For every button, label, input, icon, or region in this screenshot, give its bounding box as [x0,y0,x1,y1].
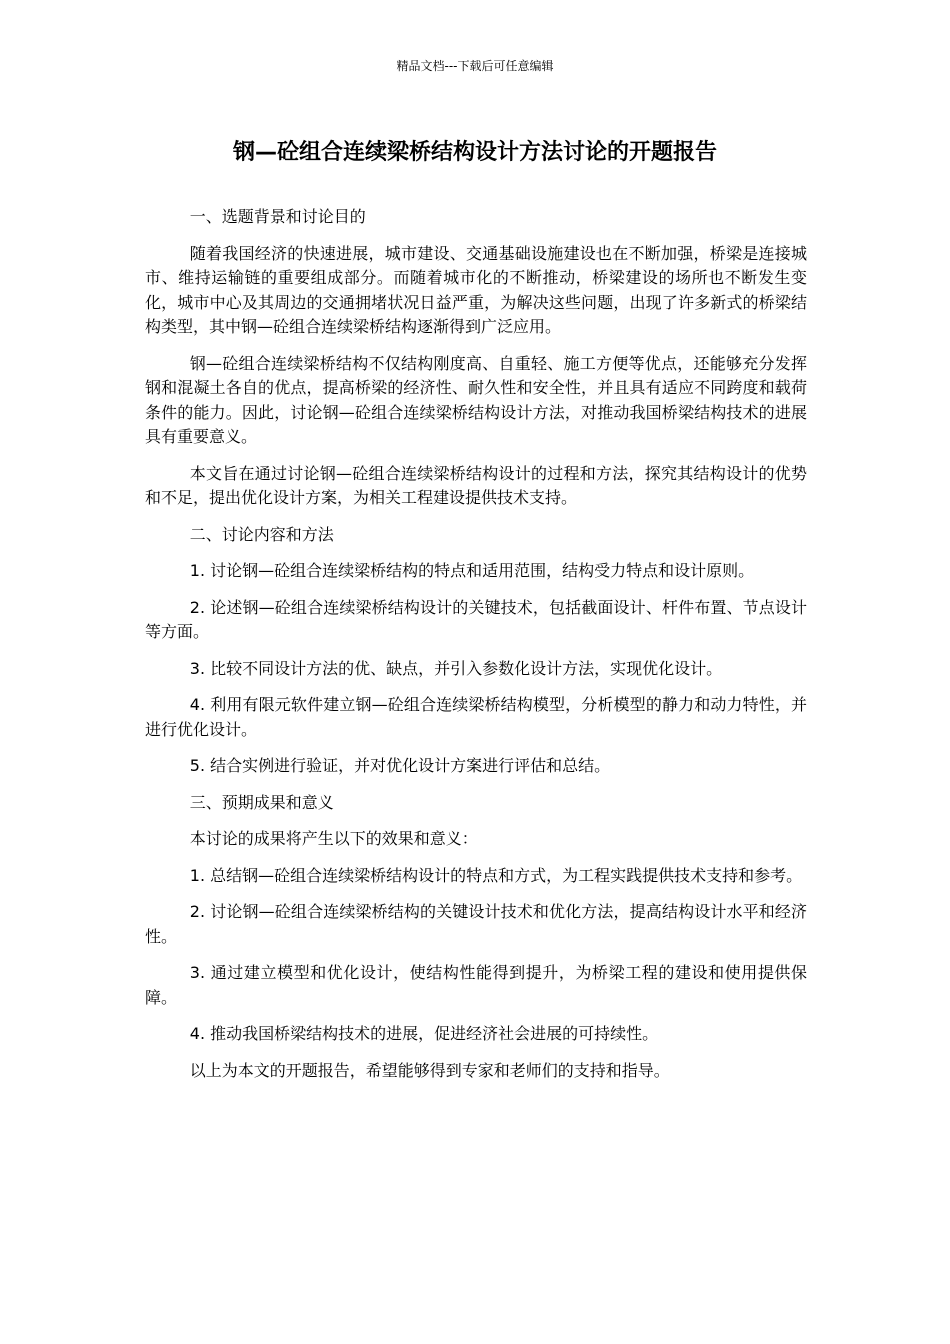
section-heading-outcomes: 三、预期成果和意义 [189,792,334,812]
list-item-method-2: 2. 论述钢—砼组合连续梁桥结构设计的关键技术，包括截面设计、杆件布置、节点设计等方面。 [145,597,807,641]
document-title: 钢—砼组合连续梁桥结构设计方法讨论的开题报告 [232,140,717,165]
paragraph-background-2: 钢—砼组合连续梁桥结构不仅结构刚度高、自重轻、施工方便等优点，还能够充分发挥钢和混凝土各自的优点，提高桥梁的经济性、耐久性和安全性，并且具有适应不同跨度和载荷条件的能力。因此，讨论钢—砼组合连续梁桥结构设计方法，对推动我国桥梁结构技术的进展具有重要意义。 [145,353,807,446]
section-heading-methods: 二、讨论内容和方法 [189,524,334,544]
header-note: 精品文档---下载后可任意编辑 [396,59,554,73]
list-item-method-5: 5. 结合实例进行验证，并对优化设计方案进行评估和总结。 [189,756,611,775]
list-item-outcome-2: 2. 讨论钢—砼组合连续梁桥结构的关键设计技术和优化方法，提高结构设计水平和经济性。 [145,902,807,946]
list-item-method-3: 3. 比较不同设计方法的优、缺点，并引入参数化设计方法，实现优化设计。 [189,658,723,678]
paragraph-closing: 以上为本文的开题报告，希望能够得到专家和老师们的支持和指导。 [189,1060,670,1080]
list-item-outcome-1: 1. 总结钢—砼组合连续梁桥结构设计的特点和方式，为工程实践提供技术支持和参考。 [189,865,803,885]
list-item-method-1: 1. 讨论钢—砼组合连续梁桥结构的特点和适用范围，结构受力特点和设计原则。 [189,561,755,580]
paragraph-background-1: 随着我国经济的快速进展，城市建设、交通基础设施建设也在不断加强，桥梁是连接城市、维持运输链的重要组成部分。而随着城市化的不断推动，桥梁建设的场所也不断发生变化，城市中心及其周边的交通拥堵状况日益严重，为解决这些问题，出现了许多新式的桥梁结构类型，其中钢—砼组合连续梁桥结构逐渐得到广泛应用。 [145,243,807,336]
paragraph-background-3: 本文旨在通过讨论钢—砼组合连续梁桥结构设计的过程和方法，探究其结构设计的优势和不足，提出优化设计方案，为相关工程建设提供技术支持。 [145,463,807,507]
section-heading-background: 一、选题背景和讨论目的 [189,207,366,226]
list-item-method-4: 4. 利用有限元软件建立钢—砼组合连续梁桥结构模型，分析模型的静力和动力特性，并进行优化设计。 [145,695,807,739]
document-body [145,205,807,1095]
list-item-outcome-4: 4. 推动我国桥梁结构技术的进展，促进经济社会进展的可持续性。 [189,1024,659,1043]
list-item-outcome-3: 3. 通过建立模型和优化设计，使结构性能得到提升，为桥梁工程的建设和使用提供保障。 [145,963,807,1007]
paragraph-outcomes-intro: 本讨论的成果将产生以下的效果和意义： [189,829,478,848]
